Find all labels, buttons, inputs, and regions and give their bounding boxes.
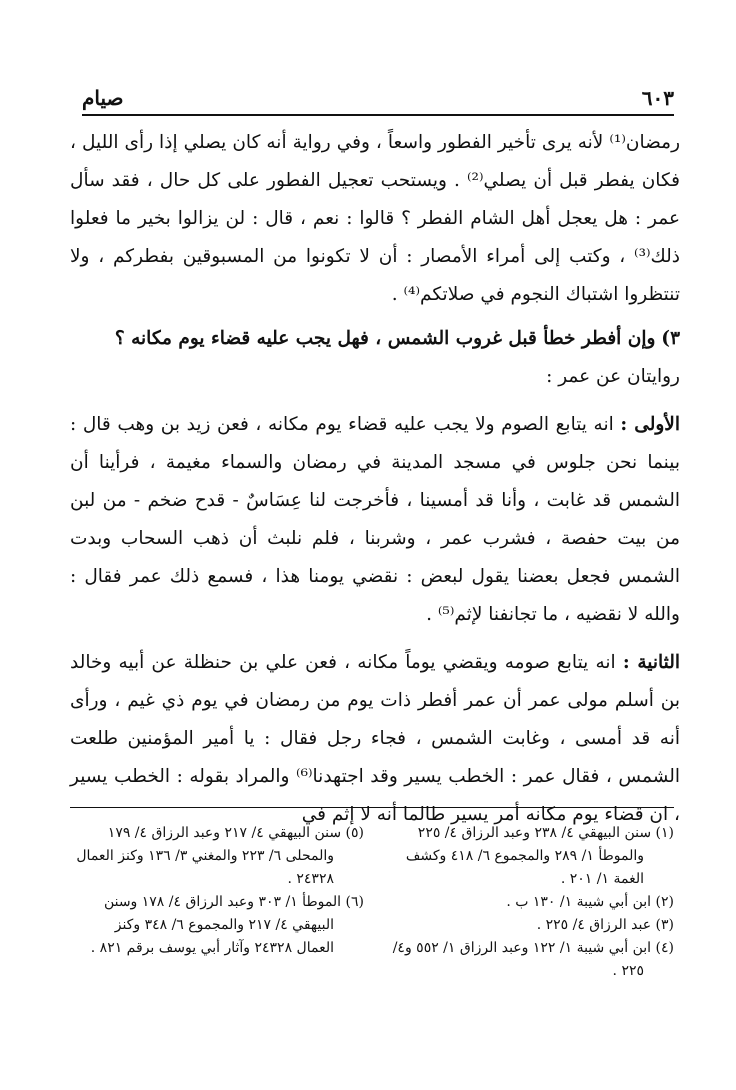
page-header xyxy=(82,80,674,116)
footnotes-right-column xyxy=(384,822,674,983)
footnote-1: (١) سنن البيهقي ٤/ ٢٣٨ وعبد الرزاق ٤/ ٢٢٥ والموطأ ١/ ٢٨٩ والمجموع ٦/ ٤١٨ وكشف الغمة ١/ ٢٠١ . xyxy=(405,825,674,887)
opinion-first xyxy=(70,406,680,634)
opinion-first-text: انه يتابع الصوم ولا يجب عليه قضاء يوم مكانه ، فعن زيد بن وهب قال : بينما نحن جلوس في مسجد المدينة في رمضان والسماء مغيمة ، فرأينا أن الشمس قد غابت ، وأنا قد أمسينا ، فأخرجت لنا عِسَاسٌ - قدح ضخم - من لبن من بيت حفصة ، فشرب عمر ، وشربنا ، فلم نلبث أن ذهب السحاب وبدت الشمس فجعل بعضنا يقول لبعض : نقضي يومنا هذا ، فسمع ذلك عمر فقال : والله لا نقضيه ، ما تجانفنا لإثم⁽⁵⁾ . xyxy=(70,414,680,625)
footnote-3: (٣) عبد الرزاق ٤/ ٢٢٥ . xyxy=(536,917,674,933)
footnotes-left-column xyxy=(74,822,364,983)
opinion-second xyxy=(70,644,680,834)
question-tail: روايتان عن عمر : xyxy=(546,366,680,387)
footnote-separator xyxy=(70,807,674,808)
opinion-first-lead: الأولى : xyxy=(620,414,680,435)
footnote-4: (٤) ابن أبي شيبة ١/ ١٢٢ وعبد الرزاق ١/ ٥٥٢ و٤/ ٢٢٥ . xyxy=(392,940,674,979)
running-title: صيام xyxy=(82,86,124,110)
page-number: ٦٠٣ xyxy=(641,86,674,110)
opinion-second-text: انه يتابع صومه ويقضي يوماً مكانه ، فعن علي بن حنظلة عن أبيه وخالد بن أسلم مولى عمر أن عمر أفطر ذات يوم من رمضان في يوم ذي غيم ، ورأى أنه قد أمسى ، وغابت الشمس ، فجاء رجل فقال : يا أمير المؤمنين طلعت الشمس ، فقال عمر : الخطب يسير وقد اجتهدنا⁽⁶⁾ والمراد بقوله : الخطب يسير ، ان قضاء يوم مكانه أمر يسير طالما أنه لا إثم في xyxy=(70,652,681,825)
question-3 xyxy=(70,320,680,358)
paragraph-intro: رمضان⁽¹⁾ لأنه يرى تأخير الفطور واسعاً ، وفي رواية أنه كان يصلي إذا رأى الليل ، فكان يفطر قبل أن يصلي⁽²⁾ . ويستحب تعجيل الفطور على كل حال ، فقد سأل عمر : هل يعجل أهل الشام الفطر ؟ قالوا : نعم ، قال : لن يزالوا بخير ما فعلوا ذلك⁽³⁾ ، وكتب إلى أمراء الأمصار : أن لا تكونوا من المسبوقين بفطركم ، ولا تنتظروا اشتباك النجوم في صلاتكم⁽⁴⁾ . xyxy=(70,132,681,305)
main-text xyxy=(70,124,680,834)
footnote-2: (٢) ابن أبي شيبة ١/ ١٣٠ ب . xyxy=(506,894,674,910)
footnote-5: (٥) سنن البيهقي ٤/ ٢١٧ وعبد الرزاق ٤/ ١٧٩ والمحلى ٦/ ٢٢٣ والمغني ٣/ ١٣٦ وكنز العمال ٢٤٣٢٨ . xyxy=(76,825,364,887)
question-text: وإن أفطر خطأ قبل غروب الشمس ، فهل يجب عليه قضاء يوم مكانه ؟ xyxy=(114,328,656,349)
opinion-second-lead: الثانية : xyxy=(622,652,680,673)
footnote-6: (٦) الموطأ ١/ ٣٠٣ وعبد الرزاق ٤/ ١٧٨ وسنن البيهقي ٤/ ٢١٧ والمجموع ٦/ ٣٤٨ وكنز العمال ٢٤٣٢٨ وآثار أبي يوسف برقم ٨٢١ . xyxy=(90,894,364,956)
footnotes xyxy=(74,822,674,983)
question-number: ٣) xyxy=(661,328,680,349)
